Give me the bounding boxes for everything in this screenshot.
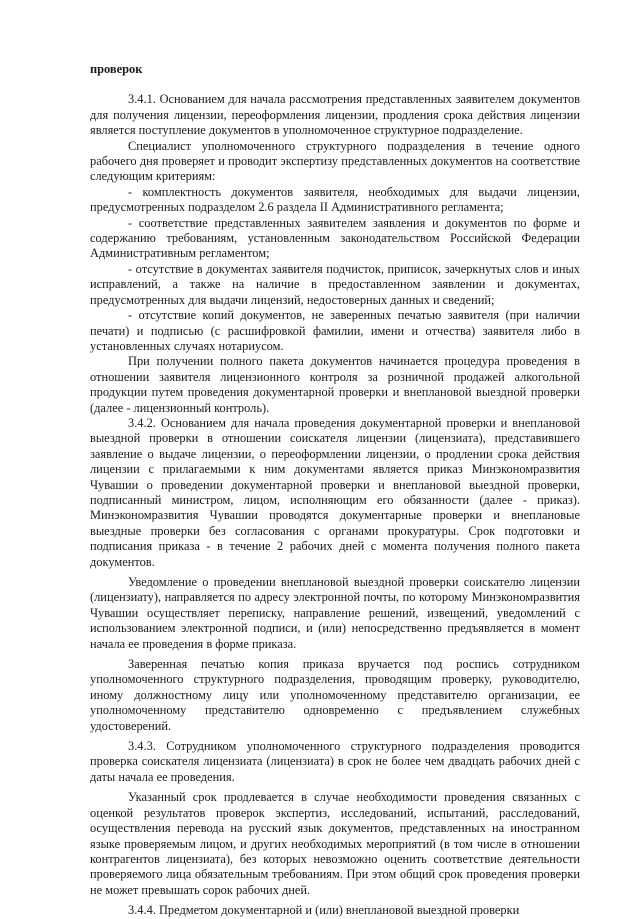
- paragraph-specialist: Специалист уполномоченного структурного подразделения в течение одного рабочего дня проверяет и проводит экспертизу представленных документов на соответствие следующим критериям:: [90, 138, 580, 184]
- paragraph-notification: Уведомление о проведении внеплановой выездной проверки соискателю лицензии (лицензиату), направляется по адресу электронной почты, по которому Минэкономразвития Чувашии осуществляет переписку, направление решений, извещений, уведомлений с использованием электронной подписи, и (или) непосредственно предъявляется в момент начала ее проведения в форме приказа.: [90, 575, 580, 651]
- paragraph-3-4-1: 3.4.1. Основанием для начала рассмотрения представленных заявителем документов для получения лицензии, переоформления лицензии, продления срока действия лицензии является поступление документов в уполномоченное структурное подразделение.: [90, 92, 580, 138]
- paragraph-3-4-3: 3.4.3. Сотрудником уполномоченного структурного подразделения проводится проверка соискателя лицензиата (лицензиата) в срок не более чем двадцать рабочих дней с даты начала ее проведения.: [90, 739, 580, 784]
- document-page: [90, 62, 580, 919]
- paragraph-3-4-4: 3.4.4. Предметом документарной и (или) внеплановой выездной проверки: [128, 903, 520, 918]
- paragraph-order-copy: Заверенная печатью копия приказа вручается под роспись сотрудником уполномоченного структурного подразделения, проводящим проверку, руководителю, иному должностному лицу или уполномоченному представителю организации, ее уполномоченному представителю одновременно с предъявлением служебных удостоверений.: [90, 657, 580, 733]
- paragraph-3-4-2: 3.4.2. Основанием для начала проведения документарной проверки и внеплановой выездной проверки в отношении соискателя лицензии (лицензиата), представившего заявление о выдаче лицензии, о переоформлении лицензии, о продлении срока действия лицензии с прилагаемыми к ним документами является приказ Минэкономразвития Чувашии о проведении документарной проверки и внеплановой выездной проверки, подписанный министром, лицом, исполняющим его обязанности (далее - приказ). Минэкономразвития Чувашии проводятся документарные проверки и внеплановые выездные проверки без согласования с органами прокуратуры. Срок подготовки и подписания приказа - в течение 2 рабочих дней с момента получения полного пакета документов.: [90, 415, 580, 569]
- criteria-item: - отсутствие копий документов, не заверенных печатью заявителя (при наличии печати) и подписью (с расшифровкой фамилии, имени и отчества) заявителя либо в установленных случаях нотариусом.: [90, 308, 580, 353]
- criteria-item: - соответствие представленных заявителем заявления и документов по форме и содержанию требованиям, установленным законодательством Российской Федерации Административным регламентом;: [90, 215, 580, 261]
- criteria-item: - отсутствие в документах заявителя подчисток, приписок, зачеркнутых слов и иных исправлений, а также на наличие в предоставленном заявлении и документах, предусмотренных для выдачи лицензий, недостоверных данных и сведений;: [90, 261, 580, 307]
- criteria-item: - комплектность документов заявителя, необходимых для выдачи лицензии, предусмотренных подразделом 2.6 раздела II Административного регламента;: [90, 184, 580, 215]
- paragraph-license-control: При получении полного пакета документов начинается процедура проведения в отношении заявителя лицензионного контроля за розничной продажей алкогольной продукции путем проведения документарной проверки и внеплановой выездной проверки (далее - лицензионный контроль).: [90, 354, 580, 415]
- paragraph-extension: Указанный срок продлевается в случае необходимости проведения связанных с оценкой результатов проверок экспертиз, исследований, испытаний, расследований, осуществления перевода на русский язык документов, представленных на иностранном языке проверяемым лицом, и других необходимых мероприятий (в том числе в отношении контрагентов лицензиата), без которых невозможно оценить соответствие деятельности проверяемого лица обязательным требованиям. При этом общий срок проведения проверки не может превышать сорок рабочих дней.: [90, 790, 580, 897]
- section-heading: проверок: [90, 62, 143, 76]
